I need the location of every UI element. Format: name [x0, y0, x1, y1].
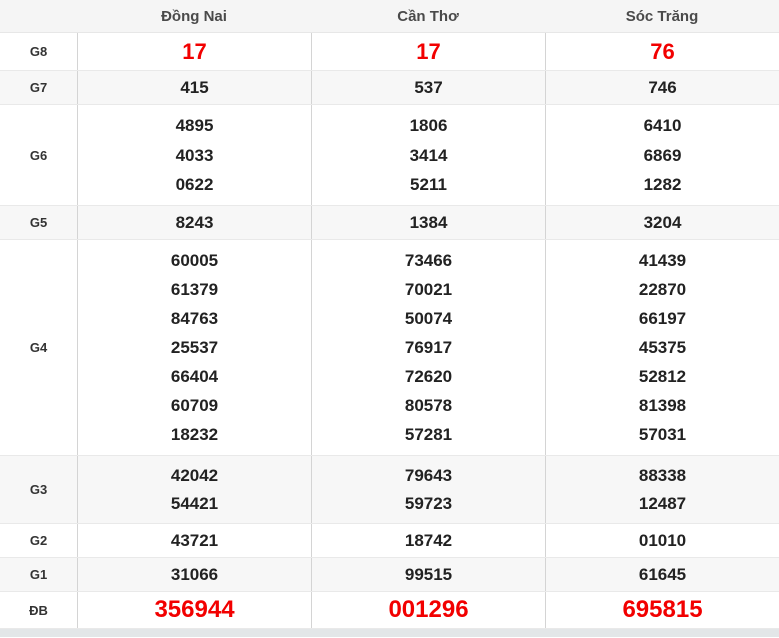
prize-cell — [545, 592, 779, 628]
prize-label-g3: G3 — [29, 482, 48, 497]
prize-number: 695815 — [622, 596, 703, 623]
prize-cell — [311, 456, 545, 523]
prize-number: 59723 — [404, 494, 453, 513]
prize-row-g7 — [0, 71, 779, 105]
prize-number: 18232 — [170, 425, 219, 444]
prize-cell — [77, 456, 311, 523]
prize-number: 1384 — [409, 213, 448, 232]
header-column-soc-trang: Sóc Trăng — [625, 7, 699, 25]
header-corner-cell — [0, 0, 77, 32]
header-column-dong-nai: Đồng Nai — [161, 7, 227, 25]
prize-number: 415 — [180, 78, 209, 97]
prize-number: 746 — [648, 78, 677, 97]
prize-cell — [77, 592, 311, 628]
prize-number: 4033 — [175, 145, 214, 165]
prize-number: 80578 — [404, 396, 453, 415]
prize-row-g1 — [0, 558, 779, 592]
prize-number: 6869 — [643, 145, 682, 165]
prize-number: 70021 — [404, 280, 453, 299]
prize-cell — [545, 206, 779, 239]
prize-number: 88338 — [638, 466, 687, 485]
prize-number: 54421 — [170, 494, 219, 513]
prize-number: 76 — [650, 38, 675, 64]
prize-cell — [77, 524, 311, 557]
prize-cell — [311, 33, 545, 70]
prize-label-g6: G6 — [29, 147, 48, 163]
prize-label-g7: G7 — [29, 80, 48, 95]
prize-number: 60709 — [170, 396, 219, 415]
prize-cell — [311, 240, 545, 455]
prize-cell — [77, 558, 311, 591]
prize-number: 31066 — [170, 565, 219, 584]
prize-number: 61379 — [170, 280, 219, 299]
prize-cell — [77, 105, 311, 205]
prize-number: 52812 — [638, 367, 687, 386]
prize-cell — [545, 456, 779, 523]
prize-label-g5: G5 — [29, 215, 48, 230]
prize-number: 6410 — [643, 116, 682, 136]
prize-cell — [545, 558, 779, 591]
prize-number: 22870 — [638, 280, 687, 299]
prize-number: 73466 — [404, 251, 453, 270]
prize-row-g6 — [0, 105, 779, 206]
prize-number: 42042 — [170, 466, 219, 485]
prize-number: 84763 — [170, 309, 219, 328]
prize-cell — [77, 33, 311, 70]
header-column-can-tho: Cần Thơ — [397, 7, 459, 25]
prize-number: 41439 — [638, 251, 687, 270]
prize-cell — [311, 105, 545, 205]
prize-number: 01010 — [638, 531, 687, 550]
prize-cell — [311, 524, 545, 557]
prize-cell — [545, 71, 779, 104]
prize-label-g1: G1 — [29, 567, 48, 582]
prize-row-g4 — [0, 240, 779, 456]
prize-label-db: ĐB — [29, 602, 48, 618]
bottom-divider — [0, 629, 779, 637]
prize-number: 18742 — [404, 531, 453, 550]
prize-row-g2 — [0, 524, 779, 558]
prize-number: 537 — [414, 78, 443, 97]
prize-number: 3414 — [409, 145, 448, 165]
prize-cell — [545, 105, 779, 205]
prize-number: 76917 — [404, 338, 453, 357]
prize-number: 001296 — [388, 596, 469, 623]
prize-label-g4: G4 — [29, 340, 48, 355]
prize-number: 43721 — [170, 531, 219, 550]
prize-number: 72620 — [404, 367, 453, 386]
prize-row-g5 — [0, 206, 779, 240]
prize-number: 25537 — [170, 338, 219, 357]
prize-cell — [545, 240, 779, 455]
prize-number: 50074 — [404, 309, 453, 328]
prize-number: 17 — [182, 38, 207, 64]
prize-label-g8: G8 — [29, 44, 48, 59]
prize-number: 81398 — [638, 396, 687, 415]
prize-cell — [77, 206, 311, 239]
prize-row-g3 — [0, 456, 779, 524]
prize-number: 3204 — [643, 213, 682, 232]
prize-cell — [311, 71, 545, 104]
table-header-row — [0, 0, 779, 33]
prize-number: 99515 — [404, 565, 453, 584]
prize-row-db — [0, 592, 779, 629]
prize-number: 8243 — [175, 213, 214, 232]
prize-cell — [311, 592, 545, 628]
prize-cell — [545, 524, 779, 557]
prize-number: 4895 — [175, 116, 214, 136]
prize-number: 45375 — [638, 338, 687, 357]
prize-number: 1282 — [643, 174, 682, 194]
prize-number: 0622 — [175, 174, 214, 194]
prize-number: 356944 — [154, 596, 235, 623]
prize-number: 66197 — [638, 309, 687, 328]
prize-label-g2: G2 — [29, 533, 48, 548]
prize-cell — [311, 558, 545, 591]
prize-number: 61645 — [638, 565, 687, 584]
prize-number: 66404 — [170, 367, 219, 386]
prize-cell — [545, 33, 779, 70]
prize-cell — [77, 240, 311, 455]
prize-cell — [311, 206, 545, 239]
prize-cell — [77, 71, 311, 104]
prize-number: 17 — [416, 38, 441, 64]
prize-number: 57281 — [404, 425, 453, 444]
prize-number: 12487 — [638, 494, 687, 513]
prize-row-g8 — [0, 33, 779, 71]
prize-number: 5211 — [410, 174, 447, 194]
prize-number: 79643 — [404, 466, 453, 485]
prize-number: 1806 — [409, 116, 448, 136]
prize-number: 60005 — [170, 251, 219, 270]
prize-number: 57031 — [638, 425, 687, 444]
